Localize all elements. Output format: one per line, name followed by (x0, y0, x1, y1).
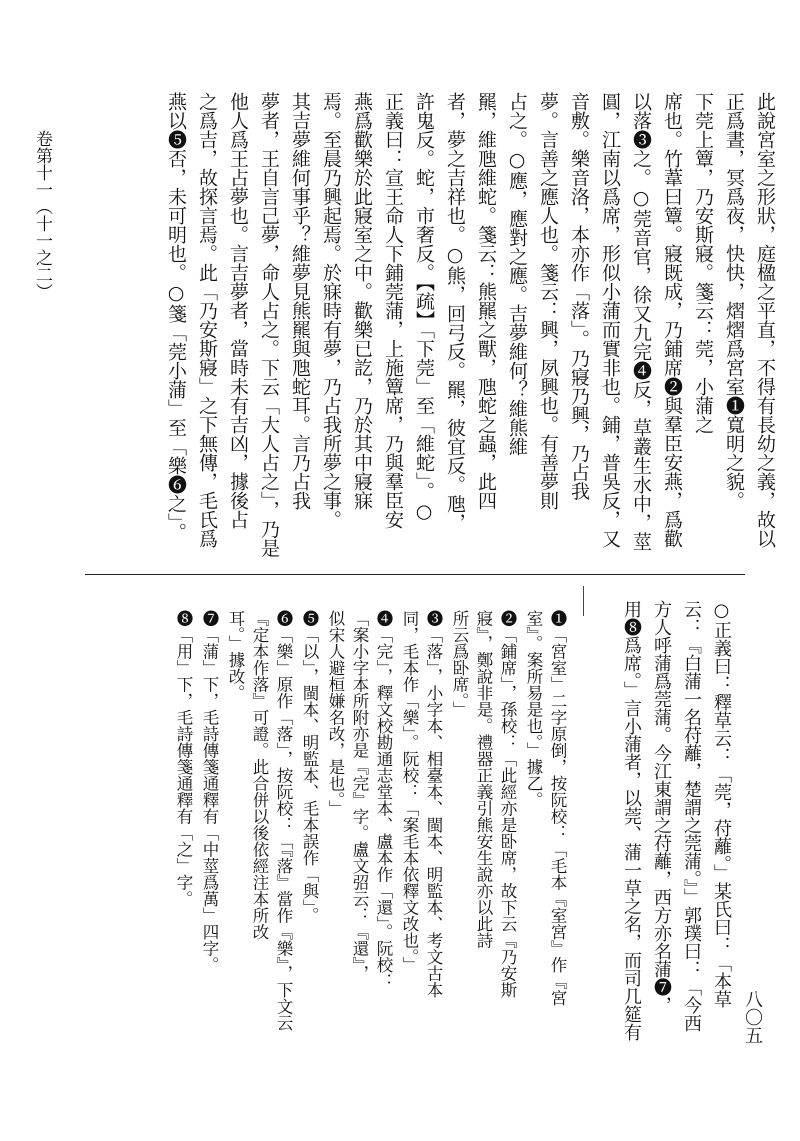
main-text-column: 以落❸之。○莞音官，徐又九完❹反，草叢生水中，莖 (630, 92, 652, 551)
lower-text-column: 用❽爲席。」言小蒲者，以莞、蒲一草之名，而司几筵有 (621, 600, 642, 1041)
note-column: 似宋人避桓嫌名改，是也。」 (326, 610, 345, 817)
main-text-column: 此說宮室之形狀，庭楹之平直，不得有長幼之義，故以 (754, 92, 776, 548)
main-text-column: 正爲晝，冥爲夜，快快，熠熠爲宮室❶寬明之貌。 (723, 92, 745, 510)
note-column: 寢』，鄭說非是。禮器正義引熊安生說亦以此詩 (474, 610, 493, 949)
main-text-column: 者，夢之吉祥也。○熊，回弓反。羆，彼宜反。虺， (444, 92, 466, 532)
note-column: 『定本作落』可證。此合併以後依經注本所改 (250, 610, 269, 940)
note-column: ❷「鋪席」，孫校：「此經亦是卧席，故下云『乃安斯 (498, 610, 517, 998)
lower-text-column: 云：『白蒲一名苻蘺，楚謂之莞蒲。』」郭璞曰：「今西 (681, 600, 702, 1032)
main-text-column: 燕以❺否，未可明也。○箋「莞小蒲」至「樂❻之」。 (165, 92, 187, 542)
main-text-column: 其吉夢維何事乎？維夢見熊羆與虺蛇耳。言乃占我 (289, 92, 311, 510)
main-text-column: 席也。竹葦曰簟。寢既成，乃鋪席❷與羣臣安燕，爲歡 (661, 92, 683, 548)
note-column: ❹「完」，釋文校勘通志堂本、盧本作「還」。阮校： (374, 610, 393, 990)
main-text-column: 焉。至晨乃興起焉。於寐時有夢，乃占我所夢之事。 (320, 92, 342, 529)
main-text-column: 羆，維虺維蛇。箋云：熊羆之獸，虺蛇之蟲，此四 (475, 92, 497, 510)
main-text-column: 之爲吉，故探言焉。此「乃安斯寢」之下無傳，毛氏爲 (196, 92, 218, 548)
note-column: ❶「宮室」二字原倒，按阮校：「毛本『室宮』作『宮 (548, 610, 567, 1006)
notes-separator-rule (583, 586, 584, 616)
main-text-column: 占之。○應，應對之應。吉夢維何？維熊維 (506, 92, 528, 456)
note-column: 同，毛本作「樂」。阮校：「案毛本依釋文改也。」 (400, 610, 419, 973)
note-column: 所云爲卧席。」 (450, 610, 469, 718)
main-text-column: 圓，江南以爲席，形似小蒲而實非也。鋪，普吳反，又 (599, 92, 621, 548)
main-text-column: 他人爲王占夢也。言吉夢者，當時未有吉凶，據後占 (227, 92, 249, 529)
note-column: 「案小字本所附亦是『完』字。盧文弨云：『還』， (350, 610, 369, 982)
note-column: ❻「樂」原作「落」，按阮校：「『落』當作『樂』，下文云 (274, 610, 293, 1031)
lower-text-column: ○正義曰：釋草云：「莞，苻蘺。」某氏曰：「本草 (711, 600, 732, 1008)
note-column: ❺「以」，閩本、明監本、毛本誤作「與」。 (300, 610, 319, 924)
main-text-column: 夢者，王自言己夢，命人占之。下云「大人占之」，乃是 (258, 92, 280, 558)
main-text-column: 下莞上簟，乃安斯寢。箋云：莞，小蒲之 (692, 92, 714, 434)
note-column: ❽「用」下，毛詩傳箋通釋有「之」字。 (174, 610, 193, 907)
page-number: 八〇五 (742, 990, 763, 1044)
main-text-column: 正義曰：宣王命人下鋪莞蒲，上施簟席，乃與羣臣安 (382, 92, 404, 529)
main-text-column: 音敷。樂音洛，本亦作「落」。乃寢乃興，乃占我 (568, 92, 590, 501)
note-column: 耳。」據改。 (226, 610, 245, 701)
main-text-column: 夢。言善之應人也。箋云：興，夙興也。有善夢則 (537, 92, 559, 510)
note-column: 室』。案所易是也。」據乙。 (524, 610, 543, 808)
volume-header: 卷第十一（十一之二） (32, 130, 52, 300)
main-text-column: 燕爲歡樂於此寢室之中。歡樂已訖，乃於其中寢寐 (351, 92, 373, 510)
note-column: ❸「落」，小字本、相臺本、閩本、明監本、考文古本 (424, 610, 443, 998)
note-column: ❼「蒲」下，毛詩傳箋通釋有「中莖爲萬」四字。 (200, 610, 219, 973)
lower-text-column: 方人呼蒲爲莞蒲。今江東謂之苻蘺，西方亦名蒲❼， (651, 600, 672, 1014)
main-text-column: 許鬼反。蛇，市奢反。【疏】「下莞」至「維蛇」。○ (413, 92, 435, 523)
section-divider (85, 574, 745, 575)
